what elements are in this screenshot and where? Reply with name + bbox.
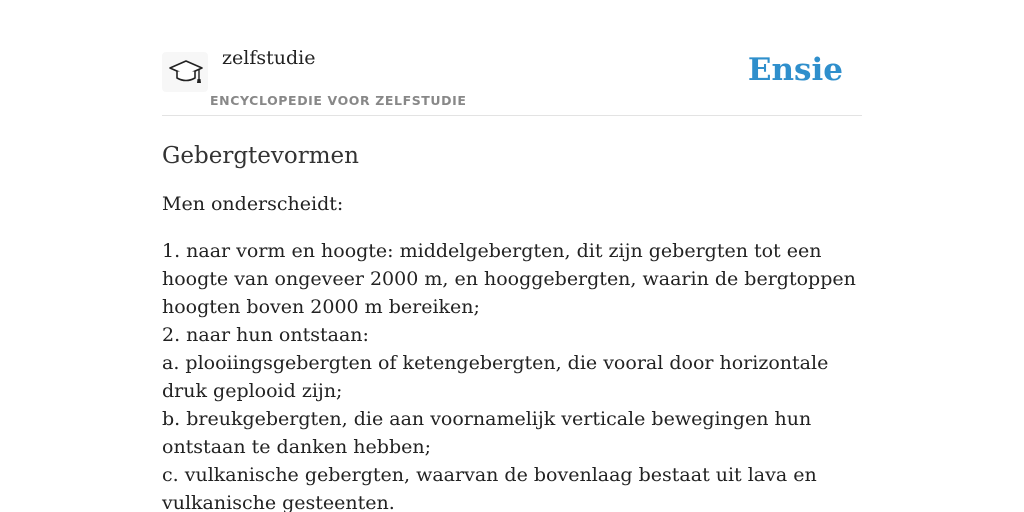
article-title: Gebergtevormen <box>162 143 359 169</box>
page <box>162 0 862 512</box>
site-header <box>162 0 862 116</box>
article-line: 2. naar hun ontstaan: <box>162 324 369 346</box>
article-intro: Men onderscheidt: <box>162 193 344 215</box>
article-line: b. breukgebergten, die aan voornamelijk verticale bewegingen hun ontstaan te danken hebben; <box>162 408 812 458</box>
article-line: 1. naar vorm en hoogte: middelgebergten, dit zijn gebergten tot een hoogte van ongeveer 2000 m, en hooggebergten, waarin de bergtoppen hoogten boven 2000 m bereiken; <box>162 240 856 318</box>
site-tagline: ENCYCLOPEDIE VOOR ZELFSTUDIE <box>210 93 467 108</box>
article-line: c. vulkanische gebergten, waarvan de bovenlaag bestaat uit lava en vulkanische gesteenten. <box>162 464 817 512</box>
site-logo[interactable] <box>162 52 208 92</box>
brand-logo-link[interactable]: Ensie <box>747 52 843 88</box>
article-body <box>162 237 862 512</box>
article-line: a. plooiingsgebergten of ketengebergten, die vooral door horizontale druk geplooid zijn; <box>162 352 829 402</box>
site-name[interactable]: zelfstudie <box>222 47 316 69</box>
